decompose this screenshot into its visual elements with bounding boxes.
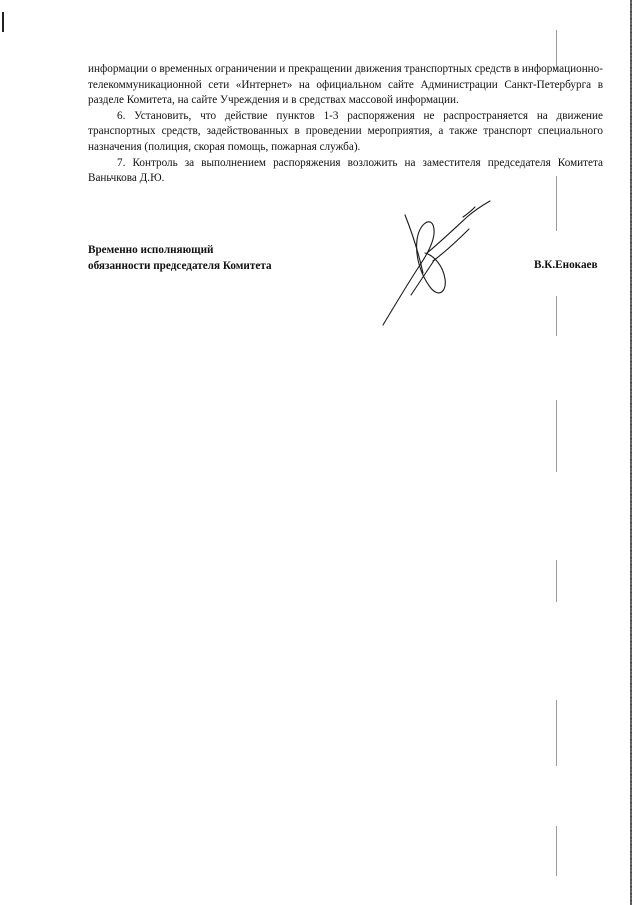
paragraph-item-7: 7. Контроль за выполнением распоряжения возложить на заместителя председателя Комитета Ваньчкова Д.Ю. [88,156,603,185]
paragraph-continuation: информации о временных ограничении и прекращении движения транспортных средств в информационно-телекоммуникационной сети «Интернет» на официальном сайте Администрации Санкт-Петербурга в разделе Комитета, на сайте Учреждения и в средствах массовой информации. [88,63,603,107]
fold-line [556,296,557,336]
handwritten-signature [375,195,505,330]
body-text [88,62,603,187]
fold-line [556,826,557,876]
fold-line [556,400,557,472]
scan-edge-mark [2,12,4,32]
paragraph-item-6: 6. Установить, что действие пунктов 1-3 распоряжения не распространяется на движение транспортных средств, задействованных в проведении мероприятия, а также транспорт специального назначения (полиция, скорая помощь, пожарная служба). [88,109,603,153]
scan-right-edge [630,0,632,905]
fold-line [556,560,557,602]
signatory-name: В.К.Енокаев [534,259,598,271]
signatory-title-line2: обязанности председателя Комитета [88,259,272,272]
fold-line [556,700,557,766]
signatory-title-line1: Временно исполняющий [88,244,214,256]
signatory-title [88,243,272,274]
